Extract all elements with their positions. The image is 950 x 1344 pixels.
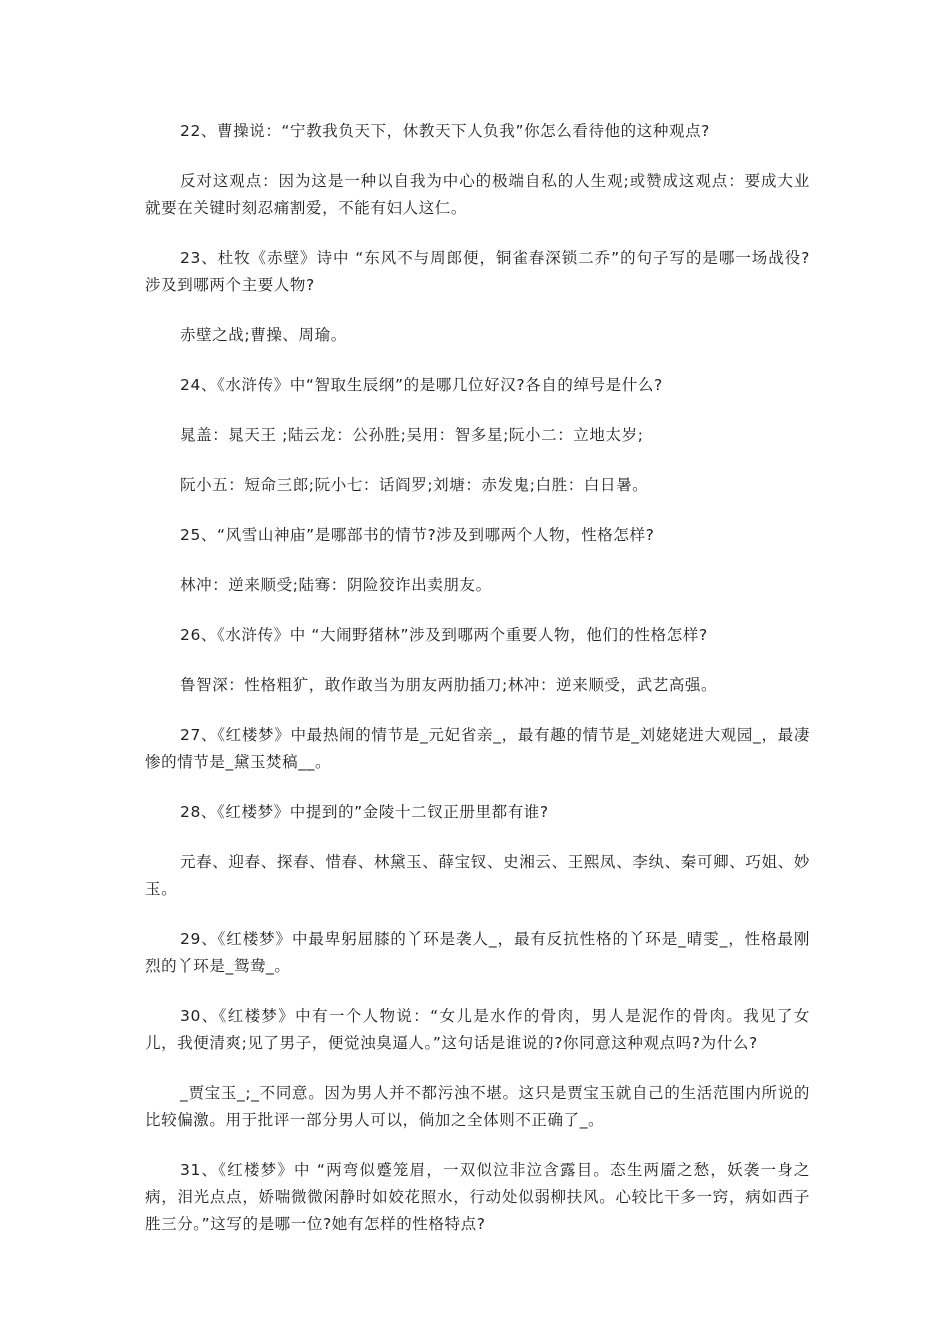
question-26: 26、《水浒传》中 “大闹野猪林”涉及到哪两个重要人物，他们的性格怎样? (180, 626, 708, 644)
question-27: 27、《红楼梦》中最热闹的情节是_元妃省亲_，最有趣的情节是_刘姥姥进大观园_，最凄惨的情节是_黛玉焚稿__。 (145, 726, 810, 771)
question-31: 31、《红楼梦》中 “两弯似蹙笼眉，一双似泣非泣含露目。态生两靥之愁，妖袭一身之病，泪光点点，娇喘微微闲静时如姣花照水，行动处似弱柳扶风。心较比干多一窍，病如西子胜三分。”这写的是哪一位?她有怎样的性格特点? (145, 1161, 810, 1233)
answer-24-part-1: 晁盖：晁天王 ;陆云龙：公孙胜;吴用：智多星;阮小二：立地太岁; (180, 426, 644, 444)
question-30: 30、《红楼梦》中有一个人物说：“女儿是水作的骨肉，男人是泥作的骨肉。我见了女儿，我便清爽;见了男子，便觉浊臭逼人。”这句话是谁说的?你同意这种观点吗?为什么? (145, 1007, 810, 1052)
answer-26: 鲁智深：性格粗犷，敢作敢当为朋友两肋插刀;林冲：逆来顺受，武艺高强。 (180, 676, 718, 694)
question-28: 28、《红楼梦》中提到的”金陵十二钗正册里都有谁? (180, 803, 549, 821)
question-24: 24、《水浒传》中“智取生辰纲”的是哪几位好汉?各自的绰号是什么? (180, 376, 663, 394)
question-22: 22、曹操说：“宁教我负天下，休教天下人负我”你怎么看待他的这种观点? (180, 122, 711, 140)
document-body (145, 118, 810, 1261)
answer-22: 反对这观点：因为这是一种以自我为中心的极端自私的人生观;或赞成这观点：要成大业就要在关键时刻忍痛割爱，不能有妇人这仁。 (145, 172, 810, 217)
question-25: 25、“风雪山神庙”是哪部书的情节?涉及到哪两个人物，性格怎样? (180, 526, 655, 544)
answer-23: 赤壁之战;曹操、周瑜。 (180, 326, 347, 344)
question-29: 29、《红楼梦》中最卑躬屈膝的丫环是袭人_，最有反抗性格的丫环是_晴雯_，性格最刚烈的丫环是_鸳鸯_。 (145, 930, 810, 975)
answer-30: _贾宝玉_;_不同意。因为男人并不都污浊不堪。这只是贾宝玉就自己的生活范围内所说的比较偏激。用于批评一部分男人可以，倘加之全体则不正确了_。 (145, 1084, 810, 1129)
question-23: 23、杜牧《赤壁》诗中 “东风不与周郎便，铜雀春深锁二乔”的句子写的是哪一场战役?涉及到哪两个主要人物? (145, 249, 810, 294)
answer-24-part-2: 阮小五：短命三郎;阮小七：话阎罗;刘塘：赤发鬼;白胜：白日暑。 (180, 476, 649, 494)
answer-28: 元春、迎春、探春、惜春、林黛玉、薛宝钗、史湘云、王熙凤、李纨、秦可卿、巧姐、妙玉。 (145, 853, 810, 898)
answer-25: 林冲：逆来顺受;陆骞：阴险狡诈出卖朋友。 (180, 576, 492, 594)
